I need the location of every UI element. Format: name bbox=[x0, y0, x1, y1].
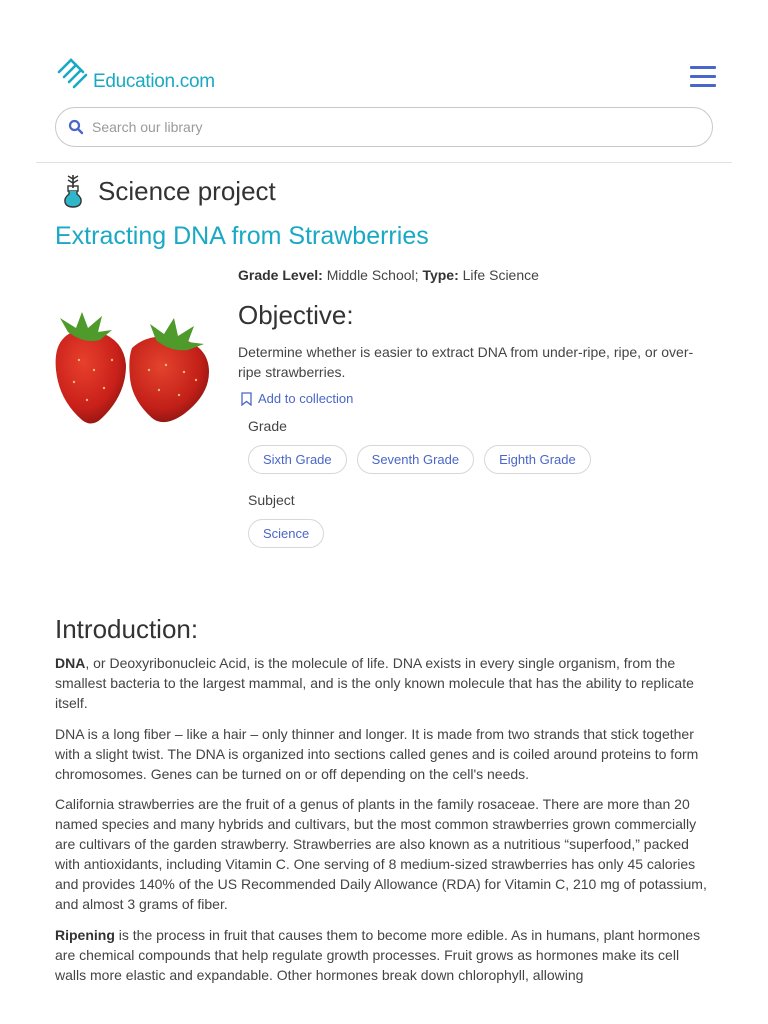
search-icon bbox=[68, 119, 84, 135]
search-input[interactable] bbox=[90, 118, 694, 136]
kicker-text: Science project bbox=[98, 176, 276, 206]
paragraph-text: , or Deoxyribonucleic Acid, is the molecule of life. DNA exists in every single organism, from the smallest bacteria to the largest mammal, and is the only known molecule that has the ability to replicate itself. bbox=[55, 655, 694, 711]
dna-term: DNA bbox=[55, 655, 86, 671]
type-value: Life Science bbox=[458, 267, 539, 283]
objective-text: Determine whether is easier to extract DNA from under-ripe, ripe, or over-ripe strawberries. bbox=[238, 344, 694, 380]
subject-label: Subject bbox=[248, 492, 295, 508]
grade-tag[interactable]: Seventh Grade bbox=[357, 445, 474, 474]
introduction-heading: Introduction: bbox=[55, 614, 199, 644]
intro-paragraph: DNA is a long fiber – like a hair – only thinner and longer. It is made from two strands that stick together with a slight twist. The DNA is organized into sections called genes and is coiled around proteins to form chromosomes. Genes can be turned on or off depending on the cell's needs. bbox=[55, 726, 699, 782]
content-type-kicker bbox=[62, 174, 276, 208]
subject-tags bbox=[248, 519, 334, 548]
intro-paragraph: California strawberries are the fruit of a genus of plants in the family rosaceae. There are more than 20 named species and many hybrids and cultivars, but the most common strawberries grown commercially are cultivars of the garden strawberry. Strawberries are also known as a nutritious “superfood,” packed with antioxidants, including Vitamin C. One serving of 8 medium-sized strawberries has only 45 calories and provides 140% of the US Recommended Daily Allowance (RDA) for Vitamin C, 210 mg of potassium, and almost 3 grams of fiber. bbox=[55, 796, 707, 912]
intro-paragraph bbox=[55, 653, 710, 713]
grade-label: Grade bbox=[248, 418, 287, 434]
logo-pencils-icon bbox=[55, 58, 89, 92]
intro-paragraph bbox=[55, 925, 710, 985]
type-label: Type: bbox=[422, 267, 459, 283]
grade-level-label: Grade Level: bbox=[238, 267, 323, 283]
grade-level-value: Middle School; bbox=[322, 267, 423, 283]
project-meta bbox=[238, 265, 539, 285]
page-title: Extracting DNA from Strawberries bbox=[55, 222, 429, 250]
add-to-collection-label: Add to collection bbox=[258, 391, 354, 406]
grade-tag[interactable]: Sixth Grade bbox=[248, 445, 347, 474]
paragraph-text: is the process in fruit that causes them to become more edible. As in humans, plant hormones are chemical compounds that help regulate growth processes. Fruit grows as hormones make its cell walls more elastic and expandable. Other hormones break down chlorophyll, allowing bbox=[55, 927, 701, 983]
strawberries-image bbox=[54, 310, 212, 428]
site-header bbox=[0, 0, 768, 163]
bookmark-icon bbox=[241, 392, 252, 406]
site-logo[interactable] bbox=[55, 58, 215, 92]
objective-heading: Objective: bbox=[238, 300, 354, 330]
ripening-term: Ripening bbox=[55, 927, 115, 943]
science-flask-icon bbox=[62, 174, 84, 208]
search-bar[interactable] bbox=[55, 107, 713, 147]
grade-tags bbox=[248, 445, 601, 474]
hamburger-menu-icon[interactable] bbox=[690, 66, 716, 88]
subject-tag[interactable]: Science bbox=[248, 519, 324, 548]
header-divider bbox=[36, 162, 732, 163]
grade-tag[interactable]: Eighth Grade bbox=[484, 445, 591, 474]
logo-text: Education.com bbox=[93, 71, 215, 92]
add-to-collection-button[interactable] bbox=[241, 391, 353, 406]
